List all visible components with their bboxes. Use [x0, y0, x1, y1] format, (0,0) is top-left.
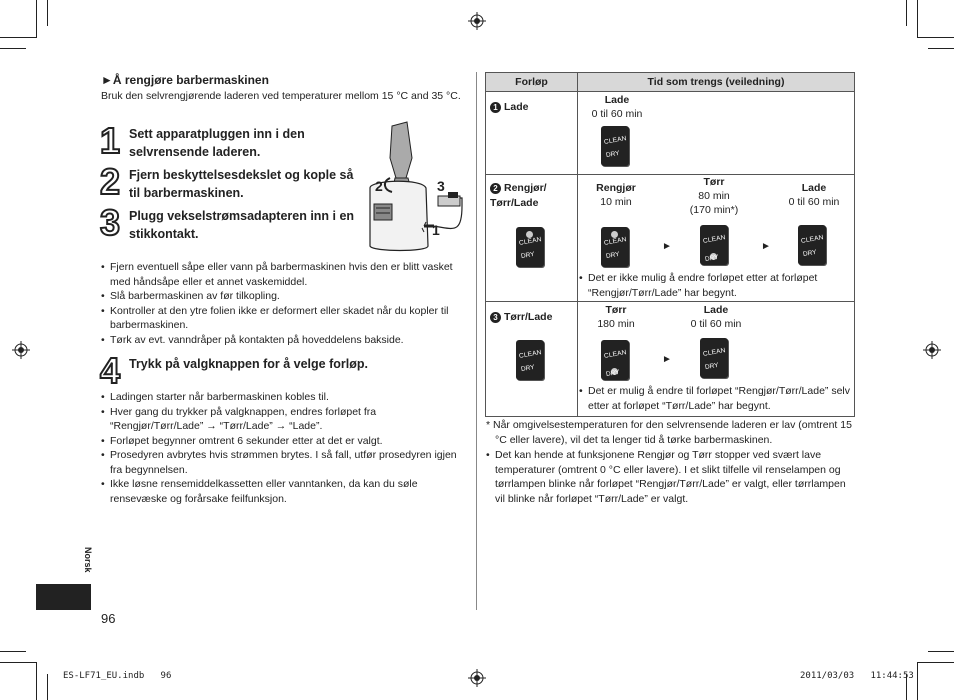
arrow-right-icon: ► — [761, 241, 771, 252]
crop-mark — [0, 662, 36, 663]
crop-mark — [928, 651, 954, 652]
crop-mark — [918, 37, 954, 38]
list-item: • Forløpet begynner omtrent 6 sekunder etter at det er valgt. — [101, 434, 469, 449]
notes-list — [101, 390, 469, 506]
list-item: • Fjern eventuell såpe eller vann på barbermaskinen hvis den er blitt vasket med håndsåpe eller et annet vaskemiddel. — [101, 260, 469, 289]
crop-mark — [47, 674, 48, 700]
phase-cell: Lade 0 til 60 min — [788, 182, 840, 208]
row-label: 3 Tørr/Lade — [490, 310, 552, 325]
crop-mark — [0, 651, 26, 652]
step-text: Sett apparatpluggen inn i den selvrensende laderen. — [129, 127, 305, 159]
clean-dry-button-icon: CLEAN DRY — [601, 340, 629, 380]
table-header — [486, 73, 854, 92]
list-item: • Prosedyren avbrytes hvis strømmen brytes. I så fall, utfør prosedyren igjen fra begynnelsen. — [101, 448, 469, 477]
column-divider — [476, 72, 477, 610]
phase-cell: Rengjør 10 min — [596, 182, 636, 208]
step-number: 1 — [100, 120, 121, 161]
side-tab — [36, 584, 91, 610]
figure-label: 2 — [375, 178, 383, 194]
clean-dry-button-icon: CLEAN DRY — [798, 225, 826, 265]
step-text: Fjern beskyttelsesdekslet og kople så til barbermaskinen. — [129, 168, 354, 200]
step-number: 2 — [100, 161, 121, 202]
step-number: 3 — [100, 202, 121, 243]
step-number: 4 — [100, 350, 121, 391]
registration-mark-icon — [923, 341, 941, 359]
clean-dry-button-icon: CLEAN DRY — [601, 227, 629, 267]
crop-mark — [0, 37, 36, 38]
table-row — [486, 175, 854, 302]
table-row — [486, 302, 854, 416]
arrow-right-icon: ► — [662, 241, 672, 252]
clean-dry-button-icon: CLEAN DRY — [516, 227, 544, 267]
phase-cell: Tørr 80 min (170 min*) — [689, 176, 739, 216]
registration-mark-icon — [468, 12, 486, 30]
crop-mark — [917, 662, 918, 700]
phase-cell: Lade 0 til 60 min — [690, 304, 742, 330]
figure-label: 3 — [437, 178, 445, 194]
clean-dry-button-icon: CLEAN DRY — [700, 225, 728, 265]
row-label: 2 Rengjør/ Tørr/Lade — [490, 182, 547, 209]
list-item: • Ladingen starter når barbermaskinen kobles til. — [101, 390, 469, 405]
crop-mark — [918, 662, 954, 663]
step-text: Trykk på valgknappen for å velge forløp. — [129, 357, 368, 371]
crop-mark — [917, 0, 918, 38]
figure-label: 1 — [432, 222, 440, 238]
footnote: * Når omgivelsestemperaturen for den selvrensende laderen er lav (omtrent 15 °C eller lavere), vil det ta lenger tid å tørke barbermaskinen. — [486, 419, 852, 446]
registration-mark-icon — [12, 341, 30, 359]
crop-mark — [47, 0, 48, 26]
notes-list — [101, 260, 469, 347]
crop-mark — [36, 662, 37, 700]
list-item: • Slå barbermaskinen av før tilkopling. — [101, 289, 469, 304]
section-heading: ►Å rengjøre barbermaskinen — [101, 73, 269, 87]
arrow-right-icon: ► — [662, 354, 672, 365]
side-tab-label: Norsk — [83, 547, 93, 573]
registration-mark-icon — [468, 669, 486, 687]
footer-date: 2011/03/03 11:44:53 — [800, 671, 914, 681]
program-table — [485, 72, 855, 417]
clean-dry-button-icon: CLEAN DRY — [700, 338, 728, 378]
footnote: • Det kan hende at funksjonene Rengjør og Tørr stopper ved svært lave temperaturer (omtrent 0 °C eller lavere). I et slikt tilfelle vil renselampen og tørrlampen blinke når forløpet “Rengjør/Tørr/Lade” er valgt, eller tørrlampen vil blinke når forløpet “Tørr/Lade” er valgt. — [486, 449, 846, 505]
page-number: 96 — [101, 611, 116, 626]
table-row — [486, 92, 854, 175]
clean-dry-button-icon: CLEAN DRY — [601, 126, 629, 166]
table-header-cell: Tid som trengs (veiledning) — [647, 76, 785, 88]
crop-mark — [928, 48, 954, 49]
list-item: • Hver gang du trykker på valgknappen, endres forløpet fra “Rengjør/Tørr/Lade” → “Tørr/Lade” → “Lade”. — [101, 405, 469, 434]
table-header-cell: Forløp — [486, 73, 578, 91]
list-item: • Ikke løsne rensemiddelkassetten eller vanntanken, da kan du søle rensevæske og forårsake feilfunksjon. — [101, 477, 469, 506]
step-text: Plugg vekselstrømsadapteren inn i en stikkontakt. — [129, 209, 355, 241]
footer-file: ES-LF71_EU.indb 96 — [63, 671, 172, 681]
list-item: • Kontroller at den ytre folien ikke er deformert eller skadet når du kopler til barbermaskinen. — [101, 304, 469, 333]
list-item: • Tørk av evt. vanndråper på kontakten på hoveddelens bakside. — [101, 333, 469, 348]
crop-mark — [906, 0, 907, 26]
row-note: • Det er mulig å endre til forløpet “Rengjør/Tørr/Lade” selv etter at forløpet “Tørr/Lade” har begynt. — [579, 385, 851, 412]
phase-cell: Lade 0 til 60 min — [591, 94, 643, 120]
intro-text: Bruk den selvrengjørende laderen ved temperaturer mellom 15 °C and 35 °C. — [101, 90, 461, 102]
crop-mark — [36, 0, 37, 38]
clean-dry-button-icon: CLEAN DRY — [516, 340, 544, 380]
phase-cell: Tørr 180 min — [597, 304, 635, 330]
crop-mark — [0, 48, 26, 49]
row-note: • Det er ikke mulig å endre forløpet etter at forløpet “Rengjør/Tørr/Lade” har begynt. — [579, 272, 818, 299]
row-label: 1 Lade — [490, 100, 529, 115]
